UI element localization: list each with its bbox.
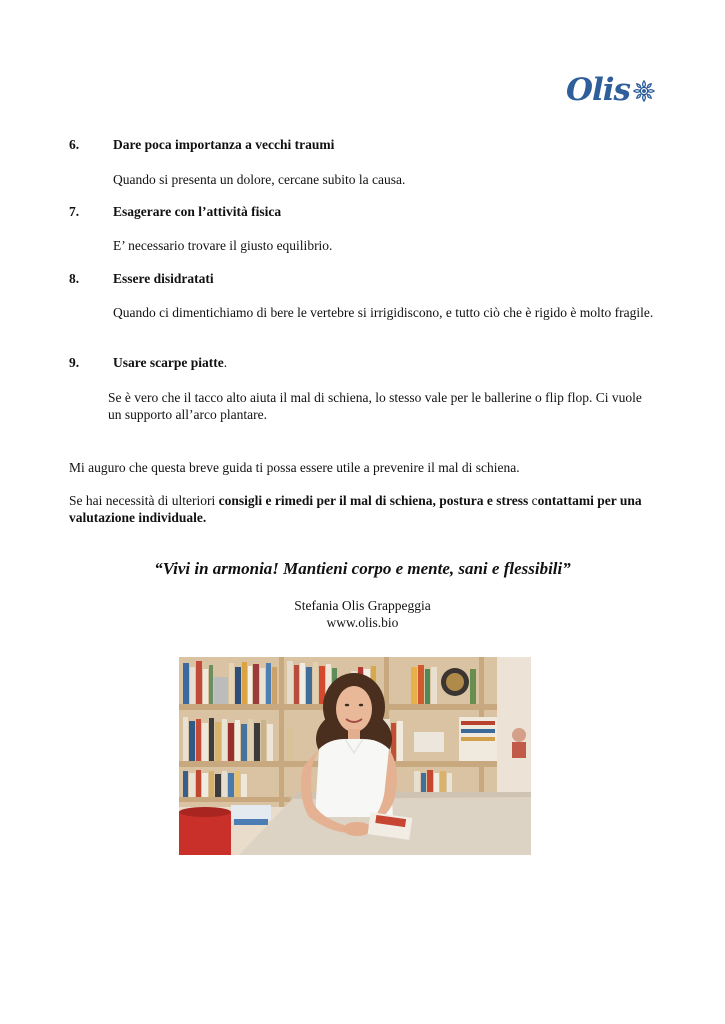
item-number: 7. bbox=[69, 204, 80, 219]
item-body: Quando si presenta un dolore, cercane subito la causa. bbox=[113, 172, 406, 187]
closing-line: Mi auguro che questa breve guida ti possa essere utile a prevenire il mal di schiena. bbox=[69, 460, 520, 475]
contact-text: Se hai necessità di ulteriori bbox=[69, 493, 219, 508]
olis-logo bbox=[566, 70, 656, 110]
contact-highlight: ontattami per una valutazione individuale. bbox=[69, 493, 642, 525]
item-title: Dare poca importanza a vecchi traumi bbox=[113, 137, 335, 152]
item-number: 8. bbox=[69, 271, 80, 286]
mandala-icon bbox=[632, 78, 656, 104]
item-number: 9. bbox=[69, 355, 80, 370]
author-name: Stefania Olis Grappeggia bbox=[294, 598, 431, 613]
item-title: Esagerare con l’attività fisica bbox=[113, 204, 282, 219]
item-body: E’ necessario trovare il giusto equilibrio. bbox=[113, 238, 333, 253]
website-link[interactable]: www.olis.bio bbox=[326, 615, 399, 630]
item-title: Usare scarpe piatte bbox=[113, 355, 224, 370]
contact-text: c bbox=[531, 493, 538, 508]
item-title: Essere disidratati bbox=[113, 271, 214, 286]
logo-text: Olis bbox=[566, 71, 631, 108]
bookshelf-portrait-illustration bbox=[179, 657, 531, 855]
item-title-suffix: . bbox=[223, 355, 228, 370]
item-body: Se è vero che il tacco alto aiuta il mal di schiena, lo stesso vale per le ballerine o flip flop. Ci vuole un supporto all’arco plantare. bbox=[108, 390, 642, 422]
contact-highlight: consigli e rimedi per il mal di schiena, postura e stress bbox=[218, 493, 532, 508]
contact-paragraph bbox=[69, 492, 659, 526]
item-body: Quando ci dimentichiamo di bere le vertebre si irrigidiscono, e tutto ciò che è rigido è molto fragile. bbox=[113, 305, 654, 320]
item-number: 6. bbox=[69, 137, 80, 152]
motto-quote: “Vivi in armonia! Mantieni corpo e mente, sani e flessibili” bbox=[154, 559, 571, 578]
author-photo bbox=[179, 657, 531, 855]
item-title-wrapper bbox=[113, 355, 227, 371]
